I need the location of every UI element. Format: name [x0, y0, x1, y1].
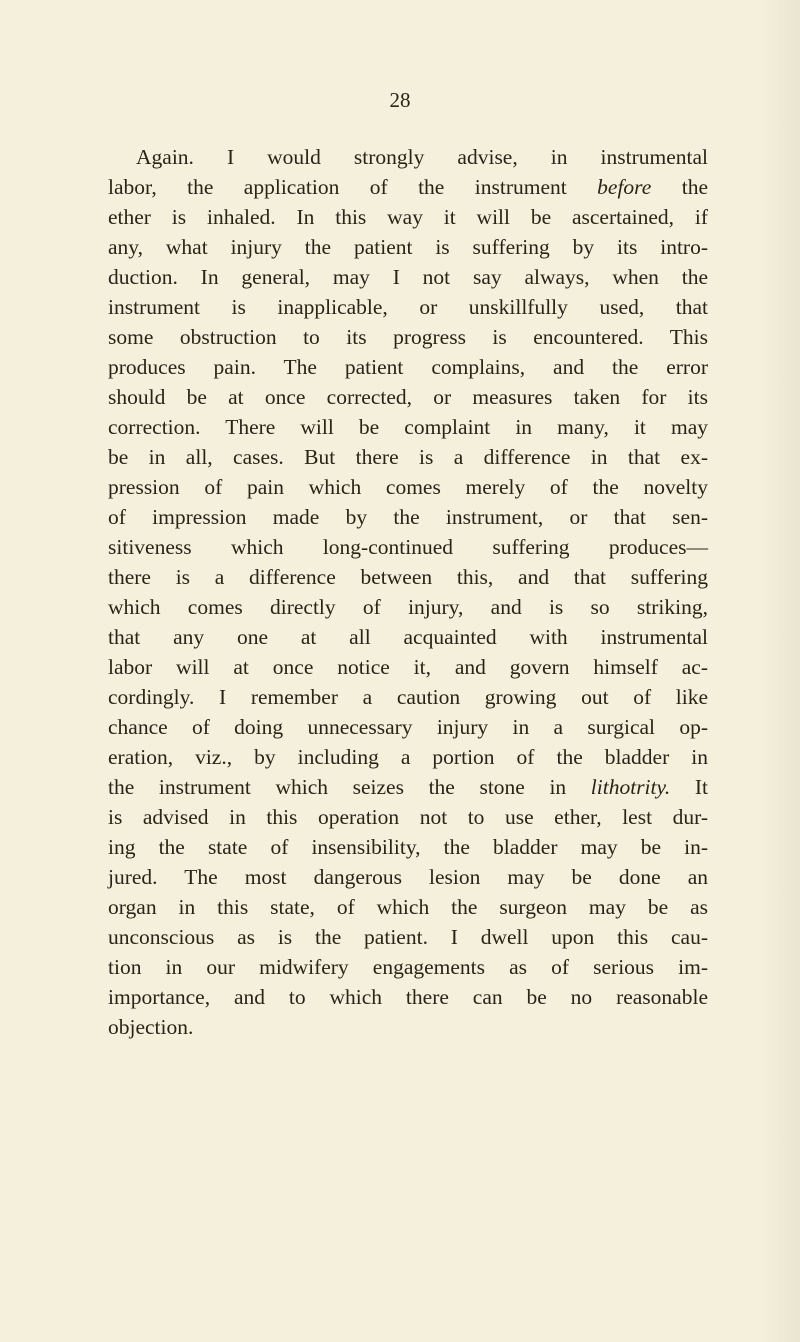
text-line: importance, and to which there can be no reasonable [108, 985, 708, 1009]
text-line: tion in our midwifery engagements as of serious im- [108, 955, 708, 979]
italic-emphasis: before [597, 175, 652, 199]
text-line: eration, viz., by including a portion of the bladder in [108, 745, 708, 769]
text-line [108, 772, 708, 802]
text-line: there is a difference between this, and that suffering [108, 565, 708, 589]
body-paragraph [108, 142, 708, 1042]
text-line: produces pain. The patient complains, and the error [108, 355, 708, 379]
text-line: jured. The most dangerous lesion may be done an [108, 865, 708, 889]
text-line: objection. [108, 1015, 194, 1039]
text-segment: labor, the application of the instrument [108, 175, 598, 199]
italic-emphasis: lithotrity. [590, 775, 671, 799]
text-line: chance of doing unnecessary injury in a surgical op- [108, 715, 708, 739]
text-line: pression of pain which comes merely of the novelty [108, 475, 708, 499]
text-line: correction. There will be complaint in many, it may [108, 415, 708, 439]
text-line: of impression made by the instrument, or that sen- [108, 505, 708, 529]
text-line: ing the state of insensibility, the bladder may be in- [108, 835, 708, 859]
text-segment: the instrument which seizes the stone in [108, 775, 591, 799]
text-line: cordingly. I remember a caution growing out of like [108, 685, 708, 709]
text-line: which comes directly of injury, and is so striking, [108, 595, 708, 619]
text-line: instrument is inapplicable, or unskillfully used, that [108, 295, 708, 319]
text-line: ether is inhaled. In this way it will be ascertained, if [108, 205, 708, 229]
text-line: any, what injury the patient is suffering by its intro- [108, 235, 708, 259]
text-line: sitiveness which long-continued suffering produces— [108, 535, 708, 559]
text-line: be in all, cases. But there is a difference in that ex- [108, 445, 708, 469]
text-line: unconscious as is the patient. I dwell upon this cau- [108, 925, 708, 949]
text-line: that any one at all acquainted with instrumental [108, 625, 708, 649]
text-line: some obstruction to its progress is encountered. This [108, 325, 708, 349]
text-segment: the [651, 175, 708, 199]
text-line [108, 172, 708, 202]
text-line: Again. I would strongly advise, in instrumental [136, 145, 708, 169]
text-line: labor will at once notice it, and govern himself ac- [108, 655, 708, 679]
page-number [0, 88, 800, 113]
page-number-text: 28 [389, 88, 411, 112]
text-line: should be at once corrected, or measures taken for its [108, 385, 708, 409]
page-edge-shadow [760, 0, 800, 1342]
text-line: organ in this state, of which the surgeon may be as [108, 895, 708, 919]
text-line: is advised in this operation not to use ether, lest dur- [108, 805, 708, 829]
text-segment: It [670, 775, 708, 799]
text-line: duction. In general, may I not say always, when the [108, 265, 708, 289]
